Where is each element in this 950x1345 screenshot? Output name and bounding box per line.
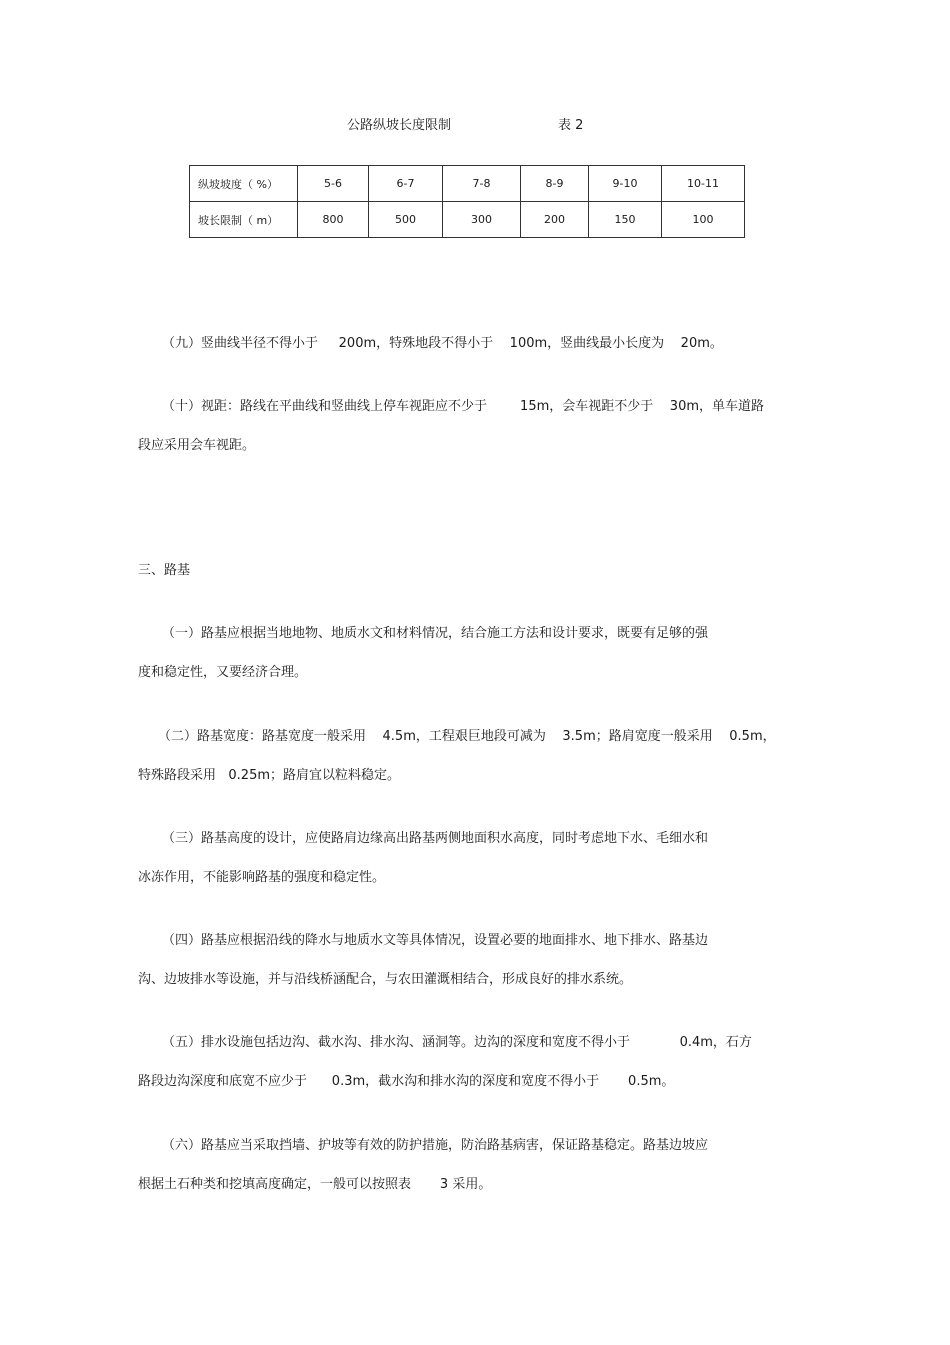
table-cell: 150 (589, 202, 662, 238)
table-row (190, 202, 745, 238)
paragraph-5-line1: （五）排水设施包括边沟、截水沟、排水沟、涵洞等。边沟的深度和宽度不得小于 0.4m，石方 (162, 1035, 752, 1050)
paragraph-3-line2: 冰冻作用，不能影响路基的强度和稳定性。 (138, 870, 386, 885)
table-cell: 7-8 (443, 166, 521, 202)
row-header-length: 坡长限制（ m） (190, 202, 298, 238)
paragraph-6-line2: 根据土石种类和挖填高度确定，一般可以按照表 3 采用。 (138, 1177, 492, 1192)
table-cell: 9-10 (589, 166, 662, 202)
table-cell: 6-7 (369, 166, 443, 202)
table-cell: 800 (298, 202, 369, 238)
paragraph-2-line2: 特殊路段采用 0.25m；路肩宜以粒料稳定。 (138, 768, 401, 783)
table-cell: 100 (662, 202, 745, 238)
table-cell: 300 (443, 202, 521, 238)
section-heading-roadbed: 三、路基 (138, 563, 191, 578)
table-label: 表 2 (558, 118, 584, 133)
paragraph-10-line1: （十）视距：路线在平曲线和竖曲线上停车视距应不少于 15m，会车视距不少于 30m，单车道路 (162, 399, 764, 414)
table-title: 公路纵坡长度限制 (347, 118, 452, 133)
table-cell: 10-11 (662, 166, 745, 202)
table-cell: 8-9 (521, 166, 589, 202)
grade-length-table (189, 165, 745, 238)
paragraph-3-line1: （三）路基高度的设计，应使路肩边缘高出路基两侧地面积水高度，同时考虑地下水、毛细水和 (162, 831, 709, 846)
paragraph-9: （九）竖曲线半径不得小于 200m，特殊地段不得小于 100m，竖曲线最小长度为 20m。 (162, 336, 723, 351)
row-header-grade: 纵坡坡度（ %） (190, 166, 298, 202)
paragraph-4-line2: 沟、边坡排水等设施，并与沿线桥涵配合，与农田灌溉相结合，形成良好的排水系统。 (138, 972, 633, 987)
paragraph-1-line1: （一）路基应根据当地地物、地质水文和材料情况，结合施工方法和设计要求，既要有足够的强 (162, 626, 709, 641)
paragraph-1-line2: 度和稳定性，又要经济合理。 (138, 665, 308, 680)
paragraph-5-line2: 路段边沟深度和底宽不应少于 0.3m，截水沟和排水沟的深度和宽度不得小于 0.5m。 (138, 1074, 675, 1089)
table-cell: 500 (369, 202, 443, 238)
table-cell: 200 (521, 202, 589, 238)
paragraph-4-line1: （四）路基应根据沿线的降水与地质水文等具体情况，设置必要的地面排水、地下排水、路基边 (162, 933, 709, 948)
table-row (190, 166, 745, 202)
paragraph-2-line1: （二）路基宽度：路基宽度一般采用 4.5m，工程艰巨地段可减为 3.5m；路肩宽度一般采用 0.5m， (158, 729, 776, 744)
paragraph-6-line1: （六）路基应当采取挡墙、护坡等有效的防护措施，防治路基病害，保证路基稳定。路基边坡应 (162, 1138, 709, 1153)
table-cell: 5-6 (298, 166, 369, 202)
paragraph-10-line2: 段应采用会车视距。 (138, 438, 256, 453)
